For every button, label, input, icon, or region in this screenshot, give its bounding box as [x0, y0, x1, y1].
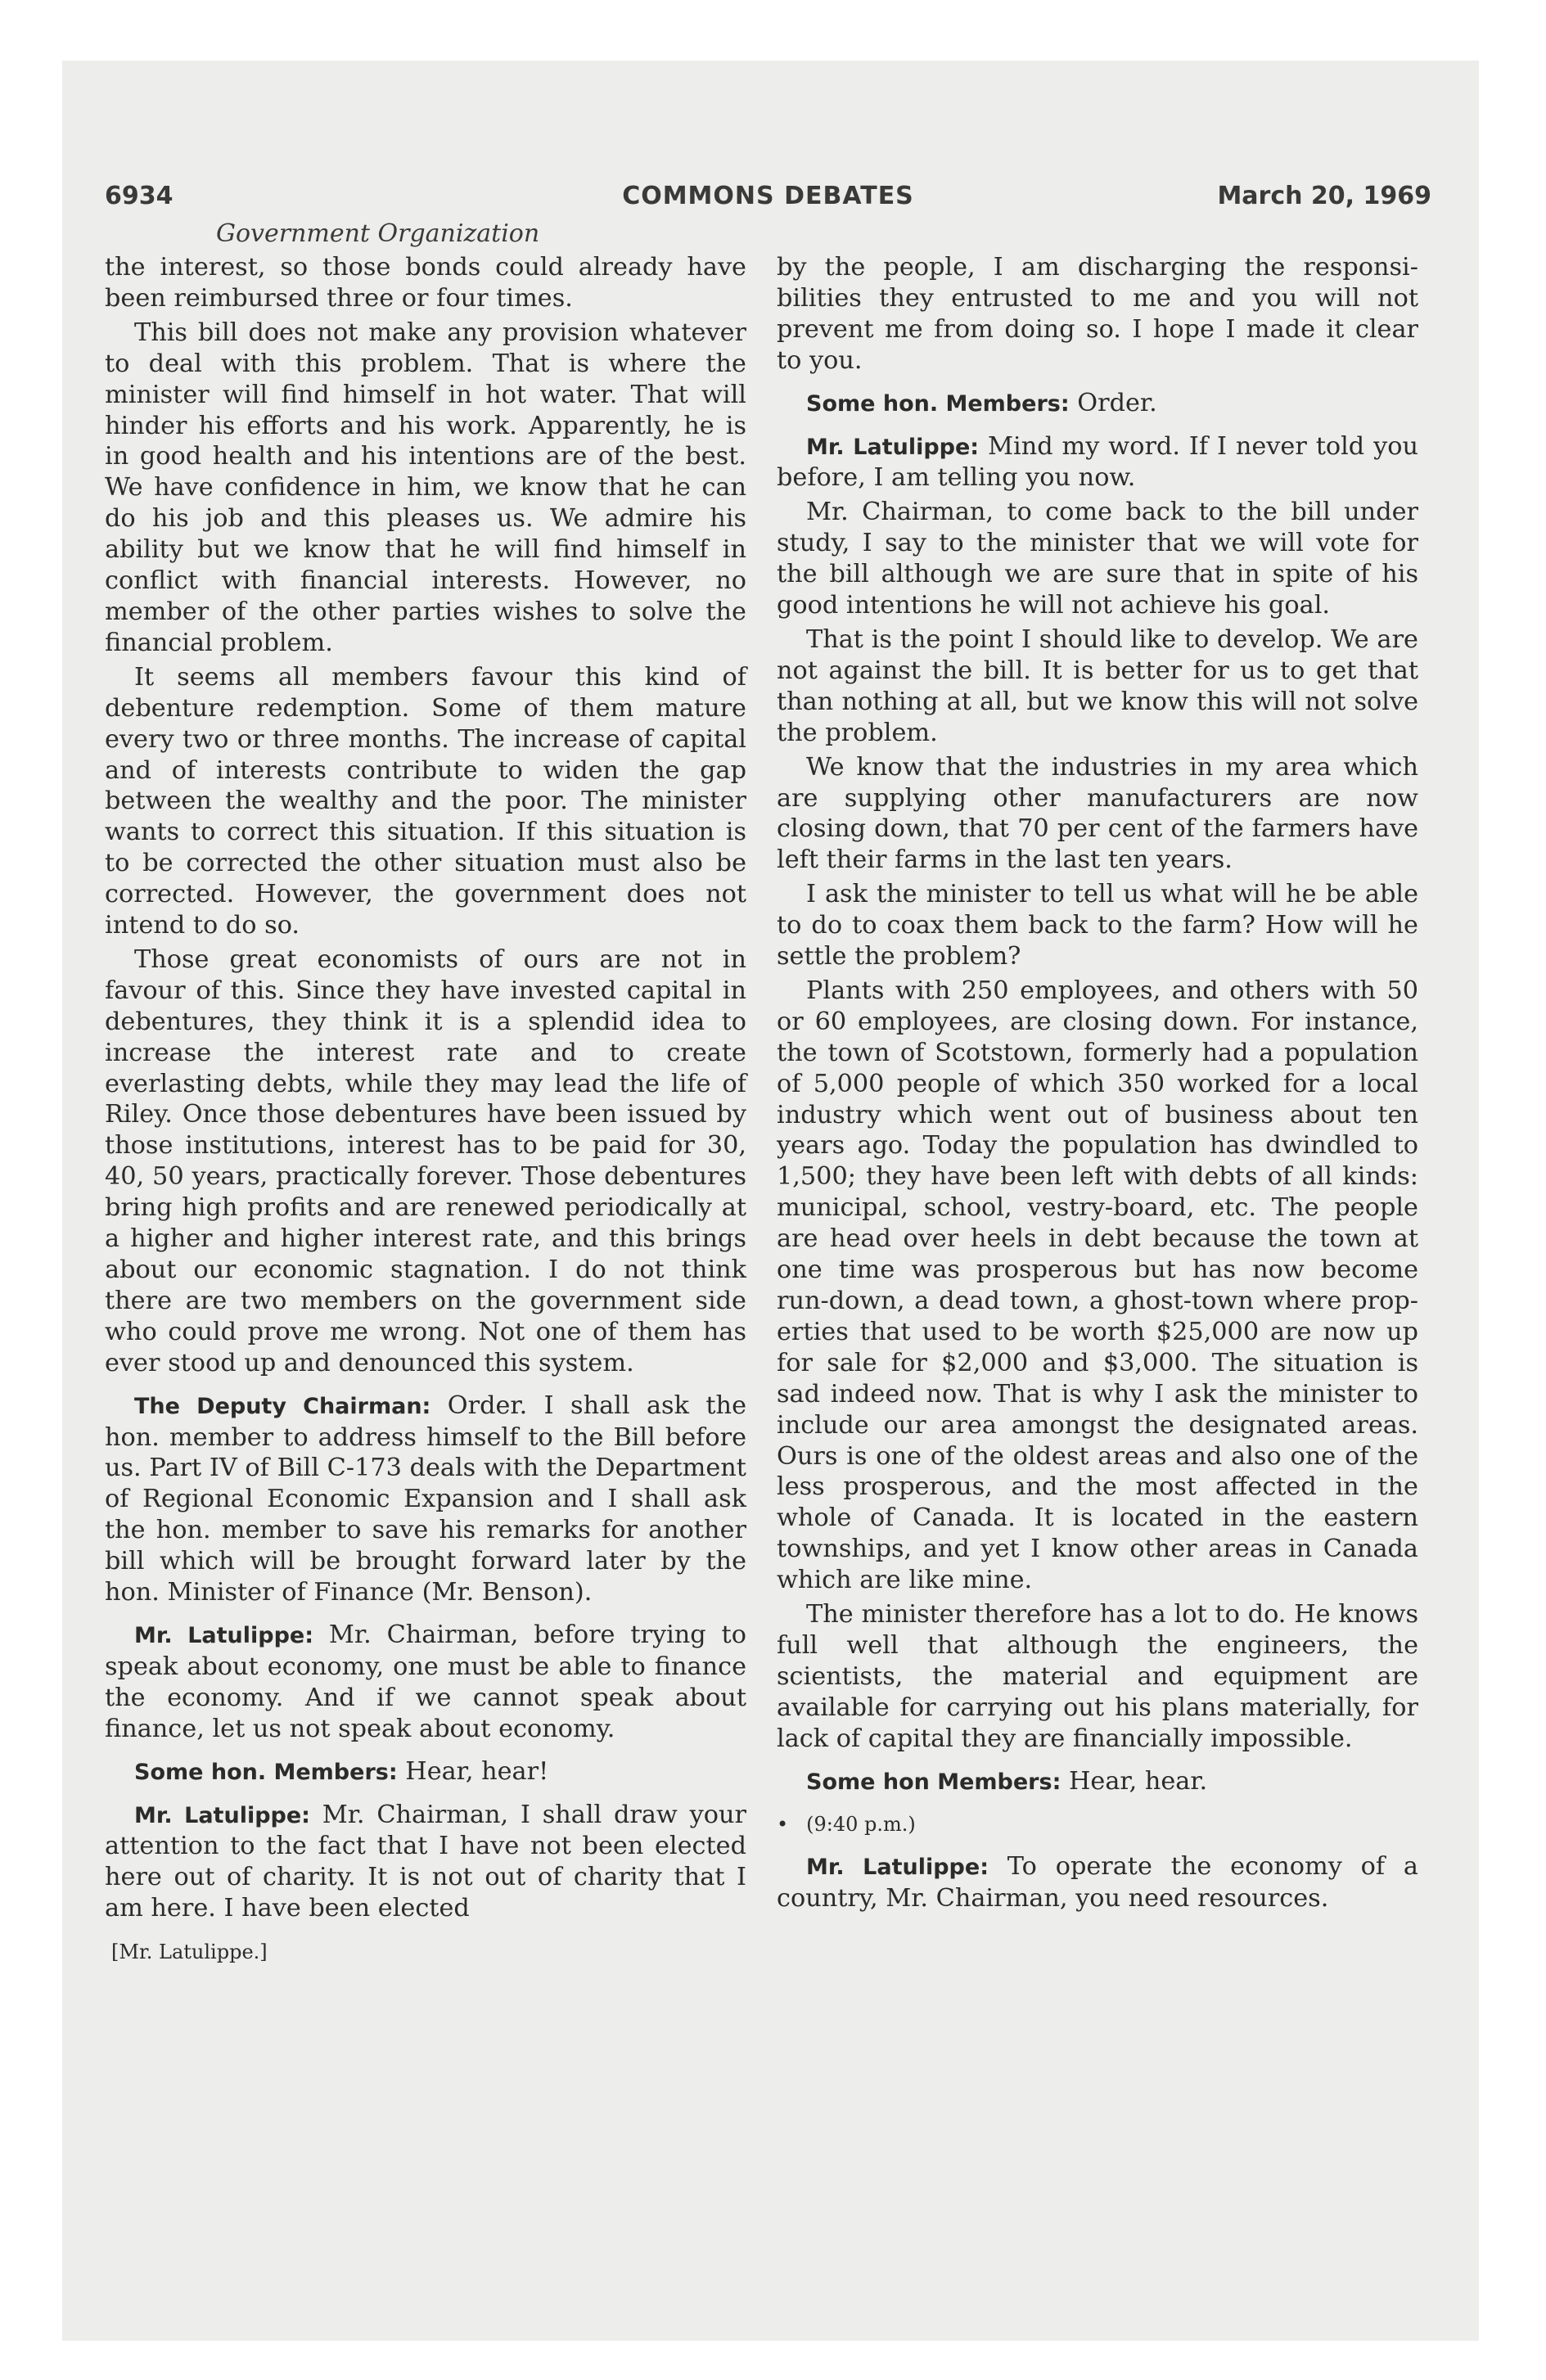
- speaker-name: Some hon. Members:: [806, 390, 1070, 417]
- speech-text: Hear, hear.: [1061, 1766, 1208, 1796]
- paragraph: the interest, so those bonds could already have been reimbursed three or four times.: [105, 253, 746, 313]
- running-title: COMMONS DEBATES: [622, 182, 914, 210]
- paragraph: by the people, I am discharging the responsibilities they entrusted to me and you will not prevent me from doing so. I hope I made it clear to you.: [777, 253, 1418, 375]
- speech-text: Hear, hear!: [397, 1756, 549, 1786]
- speech-text: Order.: [1069, 388, 1157, 417]
- speech-paragraph: [105, 1620, 746, 1745]
- section-title: Government Organization: [216, 219, 540, 248]
- speaker-name: Mr. Latulippe:: [134, 1622, 314, 1648]
- speaker-name: Mr. Latulippe:: [134, 1802, 310, 1828]
- paragraph: I ask the minister to tell us what will he be able to do to coax them back to the farm? How will he settle the problem?: [777, 880, 1418, 971]
- paragraph: Plants with 250 employees, and others with 50 or 60 employees, are closing down. For instance, the town of Scotstown, formerly had a population of 5,000 people of which 350 worked for a local industry which went out of business about ten years ago. Today the population has dwindled to 1,500; they have been left with debts of all kinds: municipal, school, vestry-board, etc. The people are head over heels in debt because the town at one time was prosperous but has now become run-down, a dead town, a ghost-town where properties that used to be worth $25,000 are now up for sale for $2,000 and $3,000. The situation is sad indeed now. That is why I ask the minister to include our area amongst the designated areas. Ours is one of the oldest areas and also one of the less prosperous, and the most affected in the whole of Canada. It is located in the eastern townships, and yet I know other areas in Canada which are like mine.: [777, 976, 1418, 1595]
- speech-paragraph: [777, 1851, 1418, 1914]
- speech-text: Mr. Chairman, I shall draw your attention to the fact that I have not been elected here out of charity. It is not out of charity that I am here. I have been elected: [105, 1800, 746, 1923]
- right-column: [777, 252, 1418, 1918]
- speech-paragraph: [777, 388, 1418, 420]
- speech-paragraph: [105, 1391, 746, 1608]
- header-date: March 20, 1969: [1217, 182, 1431, 210]
- speech-text: Order. I shall ask the hon. member to address himself to the Bill before us. Part IV of Bill C-173 deals with the Department of Regional Economic Expansion and I shall ask the hon. member to save his remarks for another bill which will be brought forward later by the hon. Minister of Finance (Mr. Benson).: [105, 1391, 746, 1607]
- speaker-name: Mr. Latulippe:: [806, 1855, 989, 1881]
- time-text: (9:40 p.m.): [806, 1812, 916, 1836]
- paragraph: Mr. Chairman, to come back to the bill under study, I say to the minister that we will vote for the bill although we are sure that in spite of his good intentions he will not achieve his goal.: [777, 498, 1418, 620]
- speech-paragraph: [777, 431, 1418, 494]
- speech-text: Mind my word. If I never told you before, I am telling you now.: [777, 431, 1418, 493]
- speaker-name: The Deputy Chairman:: [134, 1393, 431, 1419]
- speaker-name: Some hon. Members:: [134, 1759, 398, 1785]
- speech-text: To operate the economy of a country, Mr. Chairman, you need resources.: [777, 1852, 1418, 1913]
- page-header: [105, 182, 1431, 221]
- speech-paragraph: [777, 1766, 1418, 1798]
- speaker-name: Mr. Latulippe:: [806, 434, 980, 460]
- speaker-footer: [Mr. Latulippe.]: [111, 1941, 268, 1964]
- speech-paragraph: [105, 1800, 746, 1925]
- time-stamp: [777, 1810, 1418, 1841]
- paragraph: That is the point I should like to develop. We are not against the bill. It is better for us to get that than nothing at all, but we know this will not solve the problem.: [777, 624, 1418, 747]
- speech-text: Mr. Chairman, before trying to speak about economy, one must be able to finance the economy. And if we cannot speak about finance, let us not speak about economy.: [105, 1620, 746, 1743]
- paragraph: The minister therefore has a lot to do. He knows full well that although the engineers, the scientists, the material and equipment are available for carrying out his plans materially, for lack of capital they are financially impossible.: [777, 1600, 1418, 1753]
- bullet-icon: •: [777, 1812, 789, 1836]
- paragraph: This bill does not make any provision whatever to deal with this problem. That is where the minister will find himself in hot water. That will hinder his efforts and his work. Apparently, he is in good health and his intentions are of the best. We have confidence in him, we know that he can do his job and this pleases us. We admire his ability but we know that he will find himself in conflict with financial interests. However, no member of the other parties wishes to solve the financial problem.: [105, 318, 746, 657]
- page-number: 6934: [105, 182, 174, 210]
- speech-paragraph: [105, 1756, 746, 1788]
- paragraph: It seems all members favour this kind of debenture redemption. Some of them mature every two or three months. The increase of capital and of interests contribute to widen the gap between the wealthy and the poor. The minister wants to correct this situation. If this situation is to be corrected the other situation must also be corrected. However, the government does not intend to do so.: [105, 662, 746, 940]
- paragraph: Those great economists of ours are not in favour of this. Since they have invested capital in debentures, they think it is a splendid idea to increase the interest rate and to create everlasting debts, while they may lead the life of Riley. Once those debentures have been issued by those institutions, interest has to be paid for 30, 40, 50 years, practically forever. Those debentures bring high profits and are renewed periodically at a higher and higher interest rate, and this brings about our economic stagnation. I do not think there are two members on the government side who could prove me wrong. Not one of them has ever stood up and denounced this system.: [105, 944, 746, 1377]
- left-column: [105, 252, 746, 1972]
- speaker-name: Some hon Members:: [806, 1769, 1061, 1795]
- paragraph: We know that the industries in my area which are supplying other manufacturers are now closing down, that 70 per cent of the farmers have left their farms in the last ten years.: [777, 752, 1418, 875]
